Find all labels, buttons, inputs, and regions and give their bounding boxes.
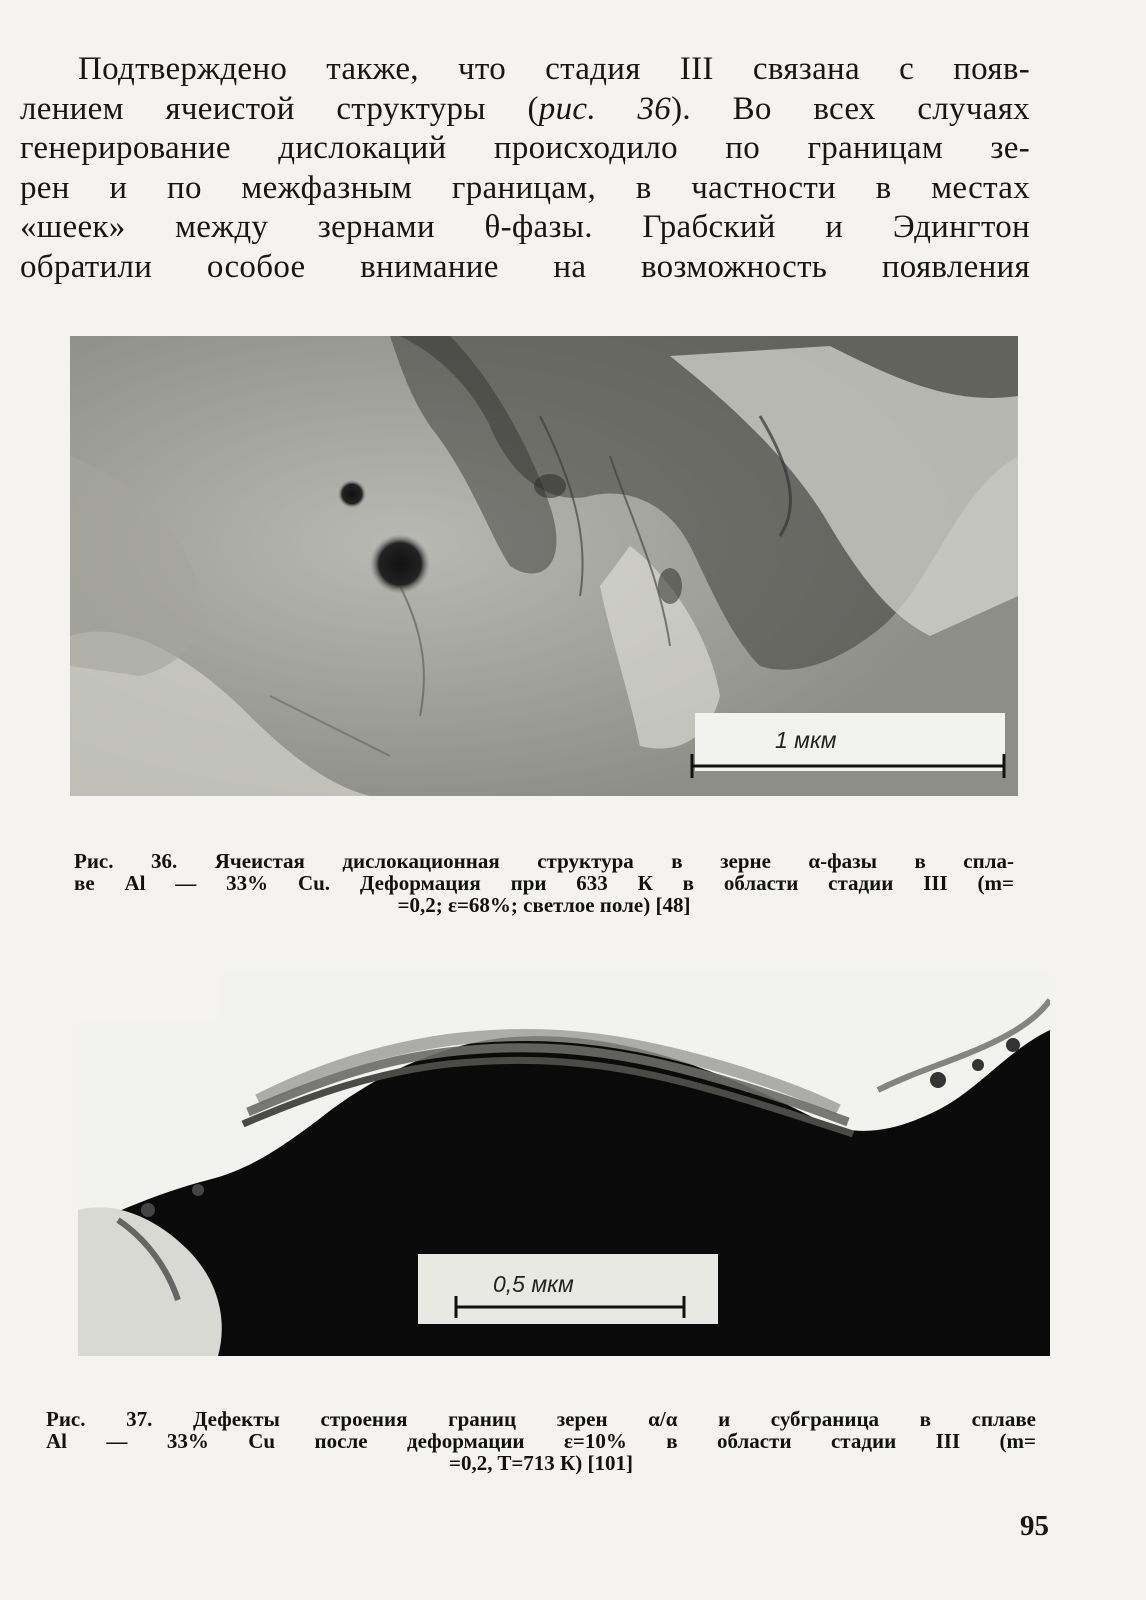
scale-bar-label: 0,5 мкм: [493, 1271, 574, 1297]
text-line: рен и по межфазным границам, в частности в местах: [20, 169, 1030, 206]
caption-line: =0,2; ε=68%; светлое поле) [48]: [397, 893, 691, 917]
scale-bar-background: [695, 713, 1005, 771]
text-line: «шеек» между зернами θ-фазы. Грабский и Эдингтон: [20, 209, 1030, 245]
micrograph-image: [78, 970, 1050, 1356]
text-line: Подтверждено также, что стадия III связана с появ-: [78, 51, 1030, 87]
text-fragment: ). Во всех случаях: [671, 90, 1030, 127]
micrograph-figure-37: [78, 970, 1050, 1356]
caption-line: Рис. 36. Ячеистая дислокационная структура в зерне α-фазы в спла-: [74, 849, 1014, 873]
body-paragraph: [20, 50, 1030, 287]
caption-line: =0,2, T=713 К) [101]: [448, 1451, 634, 1475]
figure-caption-37: [46, 1408, 1036, 1474]
figure-reference: рис. 36: [538, 90, 672, 127]
figure-caption-36: [74, 850, 1014, 916]
caption-line: Al — 33% Cu после деформации ε=10% в области стадии III (m=: [46, 1429, 1036, 1453]
text-line: обратили особое внимание на возможность появления: [20, 248, 1030, 285]
text-fragment: лением ячеистой структуры (: [20, 90, 539, 127]
scale-bar-label: 1 мкм: [775, 727, 837, 753]
caption-line: Рис. 37. Дефекты строения границ зерен α/α и субграница в сплаве: [46, 1407, 1036, 1431]
text-line: [20, 90, 1030, 130]
page-number: 95: [1020, 1510, 1049, 1542]
caption-line: ве Al — 33% Cu. Деформация при 633 К в области стадии III (m=: [74, 871, 1014, 895]
micrograph-image: [70, 336, 1018, 796]
micrograph-figure-36: [70, 336, 1018, 796]
text-line: генерирование дислокаций происходило по границам зе-: [20, 130, 1030, 166]
